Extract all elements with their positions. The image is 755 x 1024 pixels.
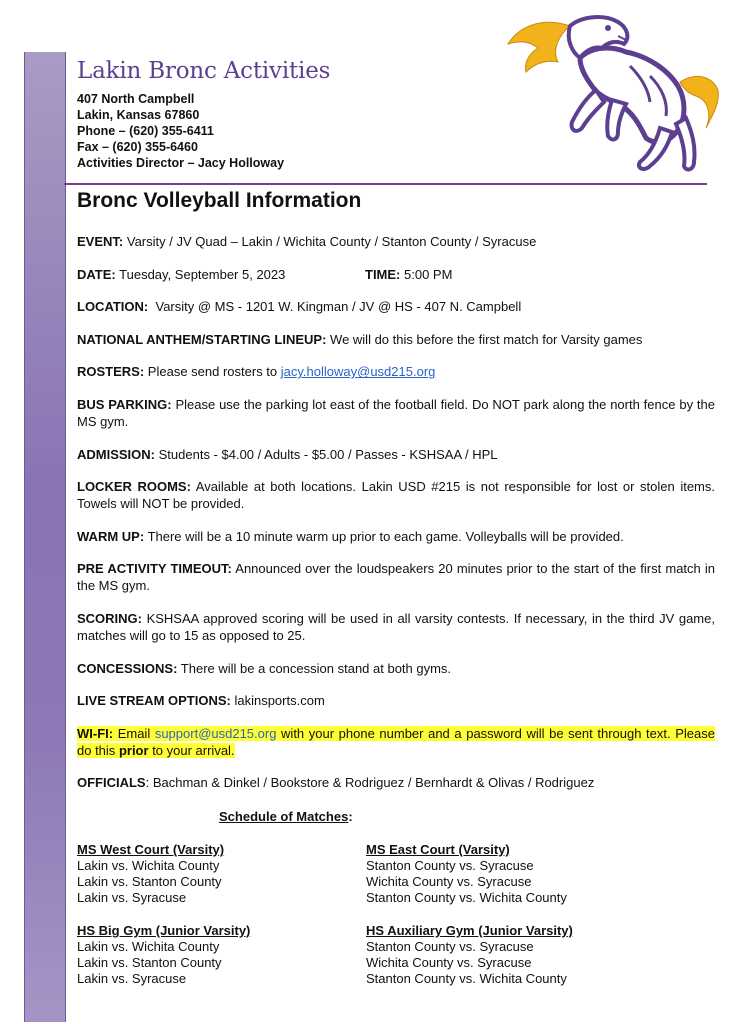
match-item: Lakin vs. Stanton County: [77, 874, 222, 889]
event-item: EVENT: Varsity / JV Quad – Lakin / Wichita County / Stanton County / Syracuse: [77, 234, 537, 249]
wifi-email-link[interactable]: support@usd215.org: [154, 725, 277, 741]
admission-item: ADMISSION: Students - $4.00 / Adults - $5.00 / Passes - KSHSAA / HPL: [77, 446, 498, 462]
phone-line: Phone – (620) 355-6411: [77, 124, 214, 138]
locker-rooms-item: LOCKER ROOMS: Available at both locations. Lakin USD #215 is not responsible for lost or stolen items. Towels will NOT be provided.: [77, 479, 715, 512]
rosters-email-link[interactable]: jacy.holloway@usd215.org: [280, 364, 436, 380]
concessions-item: CONCESSIONS: There will be a concession stand at both gyms.: [77, 660, 452, 676]
address-line: Lakin, Kansas 67860: [77, 108, 200, 122]
match-item: Lakin vs. Wichita County: [77, 858, 220, 873]
timeout-item: PRE ACTIVITY TIMEOUT: Announced over the loudspeakers 20 minutes prior to the start of the first match in the MS gym.: [77, 561, 715, 594]
eye: [605, 25, 611, 31]
match-item: Stanton County vs. Syracuse: [366, 858, 534, 873]
anthem-item: NATIONAL ANTHEM/STARTING LINEUP: We will do this before the first match for Varsity games: [77, 331, 643, 347]
side-decorative-bar: [24, 52, 66, 1022]
match-item: Stanton County vs. Wichita County: [366, 971, 567, 986]
front-leg: [572, 90, 604, 131]
schedule-title: Schedule of Matches:: [219, 809, 353, 824]
warm-up-item: WARM UP: There will be a 10 minute warm up prior to each game. Volleyballs will be provided.: [77, 528, 624, 544]
director-line: Activities Director – Jacy Holloway: [77, 156, 285, 170]
match-item: Lakin vs. Syracuse: [77, 890, 187, 905]
schedule-block-heading: MS East Court (Varsity): [366, 842, 510, 857]
match-item: Lakin vs. Stanton County: [77, 955, 222, 970]
match-item: Stanton County vs. Syracuse: [366, 939, 534, 954]
wifi-highlight: WI-FI: Email support@usd215.org with your phone number and a password will be sent through text. Please do this prior to your arrival.: [77, 725, 715, 758]
page-title: Bronc Volleyball Information: [77, 189, 362, 212]
match-item: Lakin vs. Syracuse: [77, 971, 187, 986]
info-content: [77, 233, 715, 807]
header-divider: [64, 183, 707, 185]
address-line: 407 North Campbell: [77, 92, 195, 106]
fax-line: Fax – (620) 355-6460: [77, 140, 198, 154]
time-item: TIME: 5:00 PM: [365, 266, 453, 282]
schedule-block-hs-big-gym: [77, 923, 250, 987]
schedule-block-heading: MS West Court (Varsity): [77, 842, 225, 857]
match-item: Lakin vs. Wichita County: [77, 939, 220, 954]
schedule-block-ms-west: [77, 842, 224, 906]
match-item: Stanton County vs. Wichita County: [366, 890, 567, 905]
org-title: Lakin Bronc Activities: [77, 58, 331, 84]
location-item: LOCATION: Varsity @ MS - 1201 W. Kingman / JV @ HS - 407 N. Campbell: [77, 299, 522, 315]
mane-shape: [508, 22, 570, 72]
date-time-item: [77, 266, 715, 283]
match-item: Wichita County vs. Syracuse: [366, 955, 532, 970]
date-item: DATE: Tuesday, September 5, 2023: [77, 266, 286, 282]
schedule-block-ms-east: [366, 842, 567, 906]
match-item: Wichita County vs. Syracuse: [366, 874, 532, 889]
rosters-item: ROSTERS: Please send rosters to jacy.holloway@usd215.org: [77, 364, 436, 380]
live-stream-item: LIVE STREAM OPTIONS: lakinsports.com: [77, 693, 325, 709]
schedule-block-heading: HS Big Gym (Junior Varsity): [77, 923, 251, 938]
hind-leg: [676, 118, 695, 169]
wifi-item: [77, 725, 715, 759]
officials-item: OFFICIALS: Bachman & Dinkel / Bookstore & Rodriguez / Bernhardt & Olivas / Rodriguez: [77, 775, 595, 791]
schedule-block-heading: HS Auxiliary Gym (Junior Varsity): [366, 923, 573, 938]
scoring-item: SCORING: KSHSAA approved scoring will be used in all varsity contests. If necessary, in the third JV game, matches will go to 15 as opposed to 25.: [77, 610, 715, 643]
bronc-horse-logo: [500, 6, 722, 174]
address-block: [77, 91, 284, 171]
bus-parking-item: BUS PARKING: Please use the parking lot east of the football field. Do NOT park along the north fence by the MS gym.: [77, 396, 715, 429]
schedule-block-hs-aux-gym: [366, 923, 573, 987]
front-leg: [607, 100, 626, 139]
